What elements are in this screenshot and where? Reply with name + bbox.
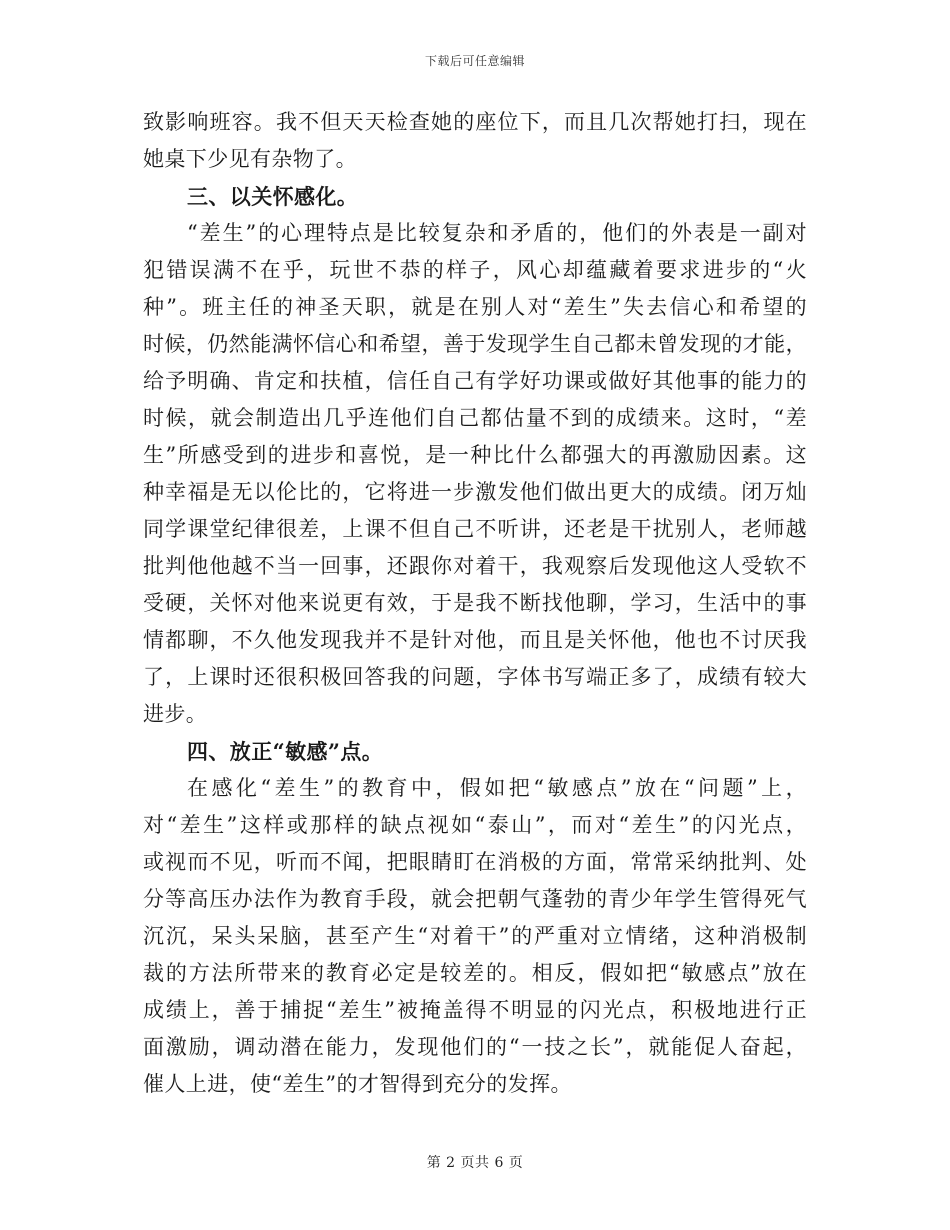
section-heading-4: 四、放正“敏感”点。 — [187, 739, 384, 764]
page-number: 第 2 页共 6 页 — [426, 1155, 524, 1171]
body-line: 生”所感受到的进步和喜悦，是一种比什么都强大的再激励因素。这 — [143, 443, 807, 467]
body-line: “差生”的心理特点是比较复杂和矛盾的，他们的外表是一副对 — [187, 221, 807, 245]
body-line: 分等高压办法作为教育手段，就会把朝气蓬勃的青少年学生管得死气 — [143, 887, 807, 911]
body-line: 沉沉，呆头呆脑，甚至产生“对着干”的严重对立情绪，这种消极制 — [143, 924, 807, 948]
body-line: 面激励，调动潜在能力，发现他们的“一技之长”，就能促人奋起， — [143, 1035, 807, 1059]
body-line: 情都聊，不久他发现我并不是针对他，而且是关怀他，他也不讨厌我 — [143, 628, 807, 652]
body-line: 批判他他越不当一回事，还跟你对着干，我观察后发现他这人受软不 — [143, 554, 807, 578]
body-line: 成绩上，善于捕捉“差生”被掩盖得不明显的闪光点，积极地进行正 — [143, 998, 807, 1022]
body-line: 进步。 — [143, 702, 208, 726]
body-line: 致影响班容。我不但天天检查她的座位下，而且几次帮她打扫，现在 — [143, 110, 807, 134]
body-line: 种幸福是无以伦比的，它将进一步激发他们做出更大的成绩。闭万灿 — [143, 480, 807, 504]
body-line: 受硬，关怀对他来说更有效，于是我不断找他聊，学习，生活中的事 — [143, 591, 807, 615]
body-line: 裁的方法所带来的教育必定是较差的。相反，假如把“敏感点”放在 — [143, 961, 807, 985]
body-line: 同学课堂纪律很差，上课不但自己不听讲，还老是干扰别人，老师越 — [143, 517, 807, 541]
body-line: 对“差生”这样或那样的缺点视如“泰山”，而对“差生”的闪光点， — [143, 813, 807, 837]
document-body — [143, 104, 807, 1103]
body-line: 给予明确、肯定和扶植，信任自己有学好功课或做好其他事的能力的 — [143, 369, 807, 393]
body-line: 犯错误满不在乎，玩世不恭的样子，风心却蕴藏着要求进步的“火 — [143, 258, 807, 282]
section-heading-3: 三、以关怀感化。 — [187, 184, 359, 209]
body-line: 在感化“差生”的教育中，假如把“敏感点”放在“问题”上， — [187, 776, 807, 800]
body-line: 了，上课时还很积极回答我的问题，字体书写端正多了，成绩有较大 — [143, 665, 807, 689]
body-line: 或视而不见，听而不闻，把眼睛盯在消极的方面，常常采纳批判、处 — [143, 850, 807, 874]
body-line: 种”。班主任的神圣天职，就是在别人对“差生”失去信心和希望的 — [143, 295, 807, 319]
body-line: 时候，就会制造出几乎连他们自己都估量不到的成绩来。这时，“差 — [143, 406, 807, 430]
body-line: 她桌下少见有杂物了。 — [143, 147, 357, 171]
page-header: 下载后可任意编辑 — [424, 54, 525, 68]
body-line: 催人上进，使“差生”的才智得到充分的发挥。 — [143, 1072, 572, 1096]
body-line: 时候，仍然能满怀信心和希望，善于发现学生自己都未曾发现的才能， — [143, 332, 807, 356]
